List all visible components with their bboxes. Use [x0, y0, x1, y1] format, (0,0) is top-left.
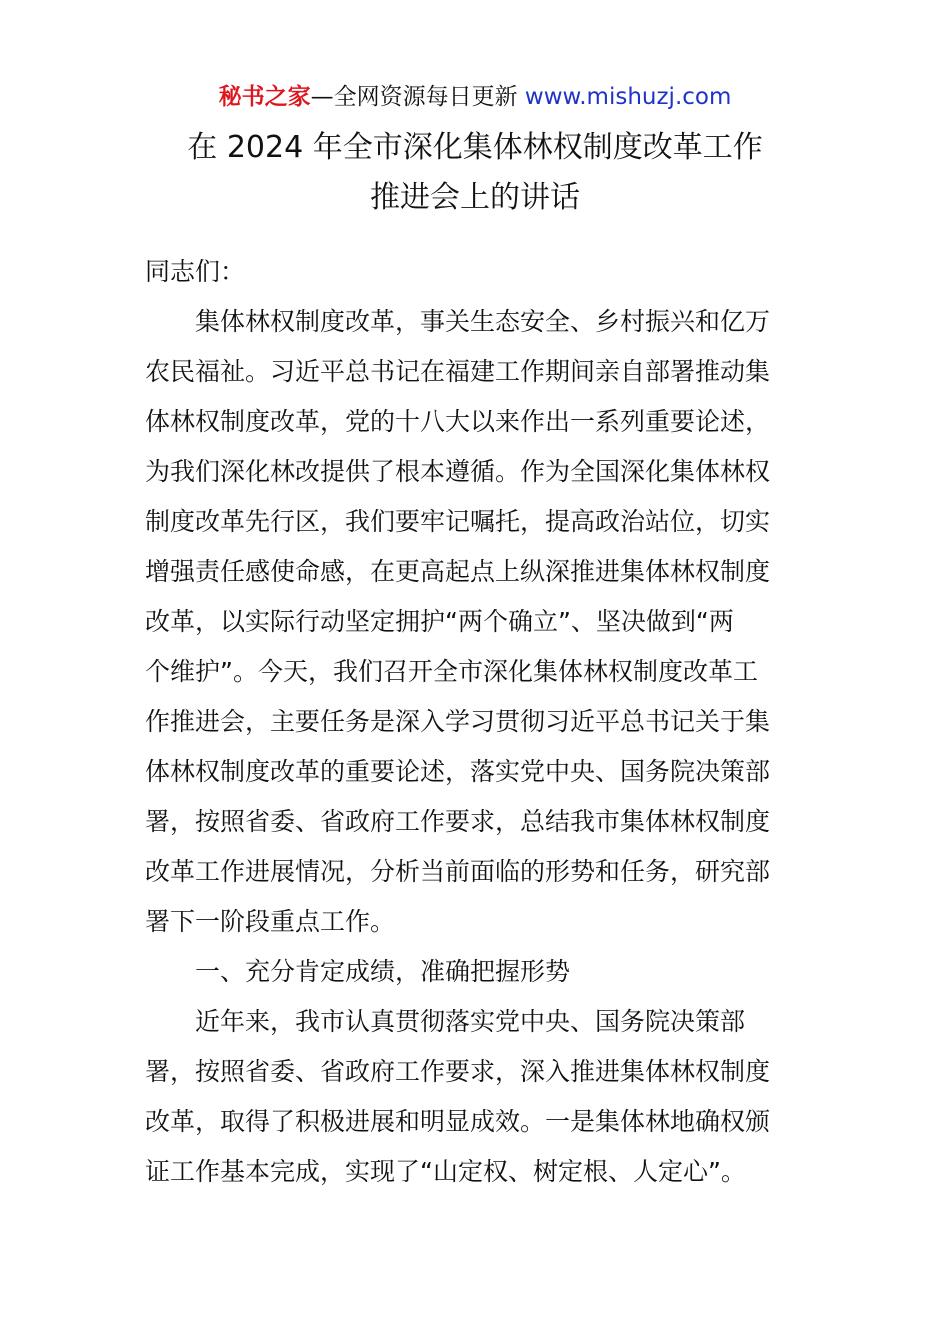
paragraph-line: 改革工作进展情况，分析当前面临的形势和任务，研究部 — [145, 857, 771, 886]
paragraph-line: 为我们深化林改提供了根本遵循。作为全国深化集体林权 — [145, 457, 771, 486]
paragraph-line: 个维护”。今天，我们召开全市深化集体林权制度改革工 — [145, 657, 758, 686]
document-body — [145, 247, 810, 1197]
brand-slogan: —全网资源每日更新 — [310, 84, 525, 110]
section-heading: 一、充分肯定成绩，准确把握形势 — [195, 957, 571, 986]
paragraph-line: 作推进会，主要任务是深入学习贯彻习近平总书记关于集 — [145, 707, 771, 736]
paragraph-line: 近年来，我市认真贯彻落实党中央、国务院决策部 — [195, 1007, 746, 1036]
paragraph-line: 署，按照省委、省政府工作要求，总结我市集体林权制度 — [145, 807, 771, 836]
site-banner — [0, 80, 950, 114]
paragraph-line: 署，按照省委、省政府工作要求，深入推进集体林权制度 — [145, 1057, 771, 1086]
site-url[interactable]: www.mishuzj.com — [524, 84, 732, 110]
paragraph-line: 证工作基本完成，实现了“山定权、树定根、人定心”。 — [145, 1157, 746, 1186]
paragraph-line: 增强责任感使命感，在更高起点上纵深推进集体林权制度 — [145, 557, 771, 586]
paragraph-line: 改革，取得了积极进展和明显成效。一是集体林地确权颁 — [145, 1107, 771, 1136]
paragraph-line: 署下一阶段重点工作。 — [145, 907, 396, 936]
paragraph-line: 集体林权制度改革，事关生态安全、乡村振兴和亿万 — [195, 307, 771, 336]
salutation: 同志们： — [145, 257, 246, 286]
paragraph-line: 体林权制度改革，党的十八大以来作出一系列重要论述， — [145, 407, 771, 436]
paragraph-line: 农民福祉。习近平总书记在福建工作期间亲自部署推动集 — [145, 357, 771, 386]
paragraph-line: 体林权制度改革的重要论述，落实党中央、国务院决策部 — [145, 757, 771, 786]
brand-name: 秘书之家 — [218, 84, 311, 110]
document-title-line-2: 推进会上的讲话 — [370, 180, 580, 215]
paragraph-line: 制度改革先行区，我们要牢记嘱托，提高政治站位，切实 — [145, 507, 771, 536]
paragraph-line: 改革，以实际行动坚定拥护“两个确立”、坚决做到“两 — [145, 607, 734, 636]
document-title-line-1: 在 2024 年全市深化集体林权制度改革工作 — [187, 130, 763, 165]
